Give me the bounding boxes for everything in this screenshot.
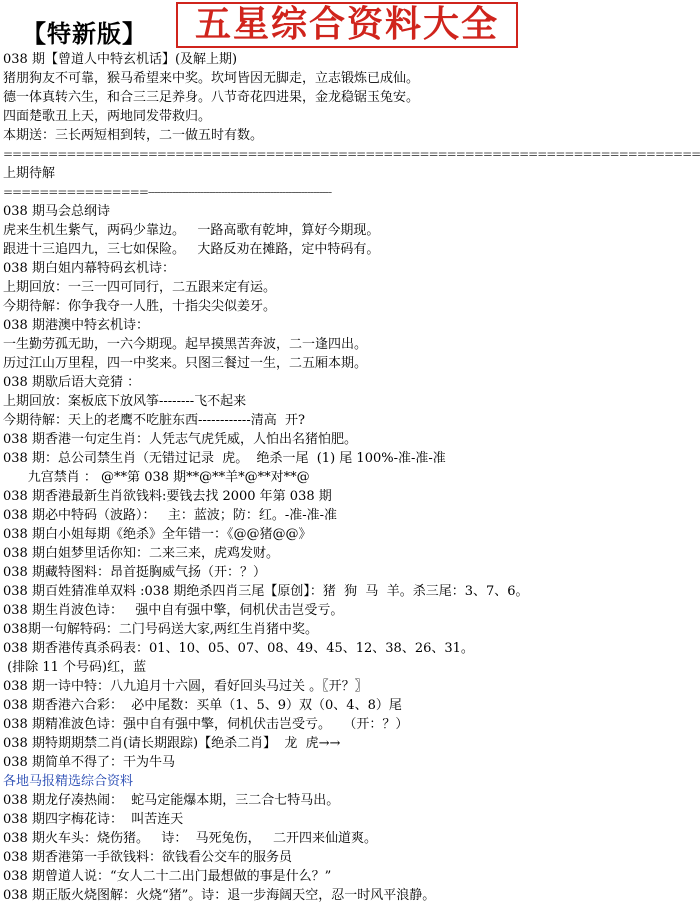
edition-badge: 【特新版】: [22, 20, 147, 48]
text-line: 跟进十三追四九，三七如保险。 大路反劝在摊路，定中特码有。: [3, 242, 380, 257]
text-line: 上期回放：一三一四可同行，二五跟来定有运。: [3, 280, 277, 295]
text-line: (排除 11 个号码)红，蓝: [3, 660, 147, 675]
text-line: 四面楚歌丑上天，两地同发带救归。: [3, 109, 212, 124]
text-line: 038 期港澳中特玄机诗：: [3, 318, 149, 333]
text-line: 虎来生机生紫气，两码少靠边。 一路高歌有乾坤，算好今期现。: [3, 223, 380, 238]
text-line: 038 期生肖波色诗： 强中自有强中擎，伺机伏击岂受亏。: [3, 603, 344, 618]
text-line: 德一体真转六生，和合三三足养身。八节奇花四进果，金龙稳锯玉兔安。: [3, 90, 420, 105]
text-line: 本期送：三长两短相到转，二一做五时有数。: [3, 128, 264, 143]
text-line: 038 期特期期禁二肖(请长期跟踪)【绝杀二肖】 龙 虎→→: [3, 736, 341, 751]
text-line: 038 期香港最新生肖欲钱料:要钱去找 2000 年第 038 期: [3, 489, 332, 504]
text-line: 038 期正版火烧图解：火烧“猪”。诗：退一步海阔天空，忍一时风平浪静。: [3, 888, 436, 903]
text-line: 038 期香港传真杀码表：01、10、05、07、08、49、45、12、38、26、31。: [3, 641, 474, 656]
text-line: 038 期马会总纲诗: [3, 204, 110, 219]
text-line: 038 期百姓猜准单双料 :038 期绝杀四肖三尾【原创】：猪 狗 马 羊。杀三尾：3、7、6。: [3, 584, 529, 599]
page-title: 五星综合资料大全: [176, 2, 518, 48]
page-header: [0, 0, 574, 52]
text-line: 038 期香港第一手欲钱料：欲钱看公交车的服务员: [3, 850, 292, 865]
text-line: 九宫禁肖 ： @**第 038 期**@**羊*@**对**@: [3, 470, 310, 485]
text-line: 038 期火车头：烧伤猪。 诗： 马死兔伤， 二开四来仙道爽。: [3, 831, 378, 846]
text-line: 上期回放：案板底下放风筝--------飞不起来: [3, 394, 247, 409]
text-line: 038 期香港一句定生肖：人凭志气虎凭威，人怕出名猪怕肥。: [3, 432, 357, 447]
text-line: 猪朋狗友不可靠，猴马希望来中奖。坎坷皆因无脚走，立志锻炼已成仙。: [3, 71, 420, 86]
text-line: 今期待解：你争我夺一人胜，十指尖尖似姜牙。: [3, 299, 277, 314]
text-line: 038 期【曾道人中特玄机话】(及解上期): [3, 52, 238, 67]
text-line: 038 期香港六合彩： 必中尾数：买单（1、5、9）双（0、4、8）尾: [3, 698, 402, 713]
text-line: 038 期歇后语大竞猜 ：: [3, 375, 141, 390]
text-line: 038 期白姐梦里话你知：二来三来，虎鸡发财。: [3, 546, 279, 561]
section-heading: 各地马报精选综合资料: [3, 774, 134, 789]
text-line: 038期一句解特码：二门号码送大家,两红生肖猪中奖。: [3, 622, 318, 637]
text-line: 历过江山万里程，四一中奖来。只图三餐过一生，二五厢本期。: [3, 356, 368, 371]
separator-line: ================------------------------------------------------------------: [3, 185, 332, 199]
text-line: 038 期曾道人说：“女人二十二出门最想做的事是什么？”: [3, 869, 332, 884]
text-line: 038 期四字梅花诗： 叫苦连天: [3, 812, 184, 827]
text-line: 上期待解: [3, 166, 56, 181]
separator-line: =============================================================================: [3, 147, 700, 161]
text-line: 038 期必中特码（波路）： 主：蓝波；防：红。-准-准-准: [3, 508, 338, 523]
text-line: 038 期简单不得了：干为牛马: [3, 755, 175, 770]
text-line: 038 期白小姐每期《绝杀》全年错一：《@@猪@@》: [3, 527, 312, 542]
text-line: 038 期白姐内幕特码玄机诗：: [3, 261, 175, 276]
text-line: 038 期精准波色诗：强中自有强中擎，伺机伏击岂受亏。 （开：？）: [3, 717, 409, 732]
text-line: 今期待解：天上的老鹰不吃脏东西------------清高 开?: [3, 413, 305, 428]
text-line: 038 期：总公司禁生肖（无错过记录 虎。 绝杀一尾 (1) 尾 100%-准-准-准: [3, 451, 446, 466]
text-line: 038 期藏特图料：昂首挺胸威气扬（开：？）: [3, 565, 266, 580]
document-body: [3, 50, 700, 905]
text-line: 038 期一诗中特：八九追月十六圆，看好回头马过关 。〖开？〗: [3, 679, 368, 694]
text-line: 一生勤劳孤无助，一六今期现。起早摸黑苦奔波，二一逢四出。: [3, 337, 368, 352]
text-line: 038 期龙仔凑热闹： 蛇马定能爆本期，三二合七特马出。: [3, 793, 340, 808]
